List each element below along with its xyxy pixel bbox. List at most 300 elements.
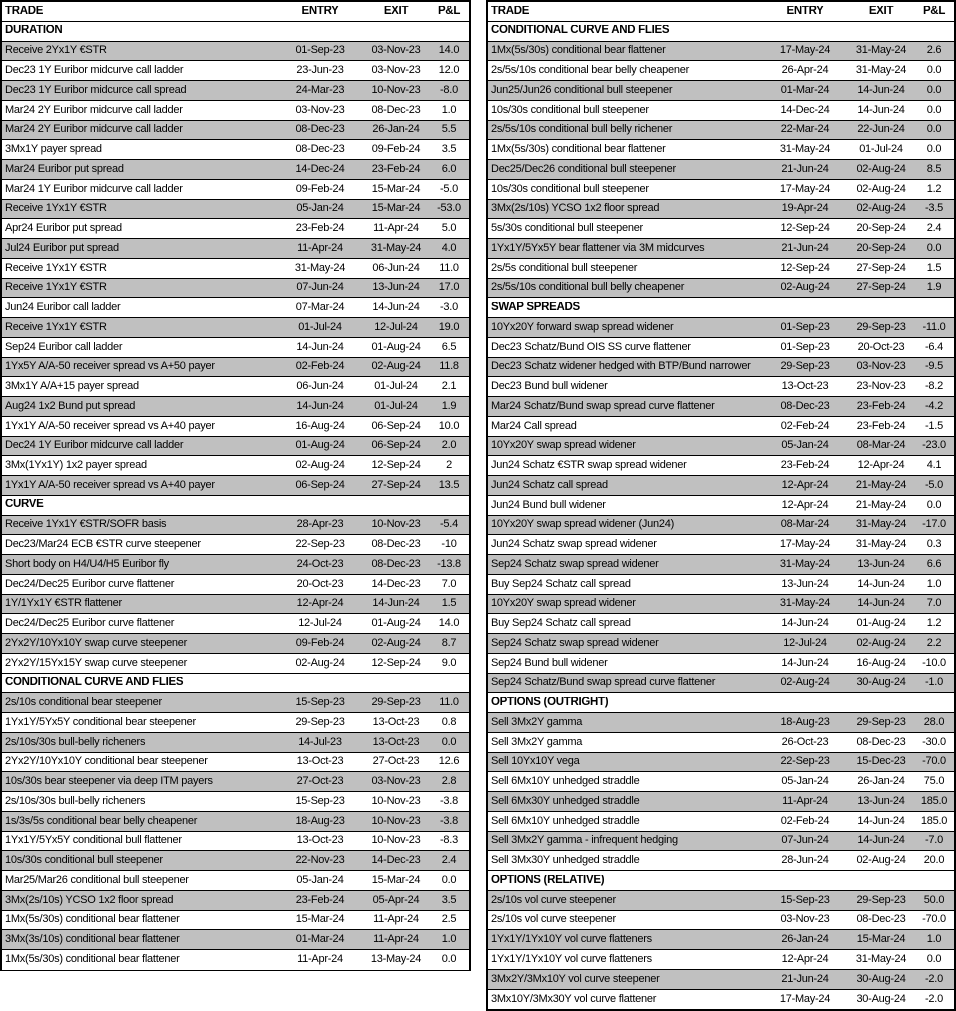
table-row: [488, 456, 954, 476]
pnl-cell: 7.0: [926, 598, 942, 610]
table-row: [488, 753, 954, 773]
table-row: [2, 358, 469, 378]
trade-cell: Receive 1Yx1Y €STR: [5, 282, 107, 294]
table-row: [2, 160, 469, 180]
pnl-cell: 1.0: [441, 934, 457, 946]
exit-date-cell: 01-Jul-24: [374, 400, 418, 412]
table-row: [2, 733, 469, 753]
trade-cell: 2s/5s/10s conditional bull belly cheapener: [491, 282, 685, 294]
section-header-row: [2, 496, 469, 516]
table-row: [488, 575, 954, 595]
entry-date-cell: 14-Jul-23: [298, 736, 342, 748]
exit-date-cell: 02-Aug-24: [856, 183, 906, 195]
entry-date-cell: 14-Jun-24: [296, 400, 344, 412]
entry-date-cell: 29-Sep-23: [780, 361, 830, 373]
left-trade-table: [0, 0, 471, 971]
trade-cell: 1Yx5Y A/A-50 receiver spread vs A+50 payer: [5, 361, 215, 373]
table-row: [488, 614, 954, 634]
table-row: [488, 595, 954, 615]
pnl-cell: 20.0: [923, 855, 945, 867]
column-header-row: [488, 2, 954, 22]
trade-cell: 2Yx2Y/10Yx10Y swap curve steepener: [5, 637, 188, 649]
exit-date-cell: 11-Apr-24: [373, 223, 419, 235]
pnl-cell: 4.1: [926, 460, 942, 472]
trade-cell: 2s/10s conditional bear steepener: [5, 697, 162, 709]
pnl-cell: 0.0: [926, 84, 942, 96]
section-header-row: [488, 693, 954, 713]
table-row: [488, 358, 954, 378]
trade-cell: 1Yx1Y/5Yx5Y conditional bear steepener: [5, 716, 196, 728]
trade-cell: Sell 6Mx30Y unhedged straddle: [491, 795, 640, 807]
trade-cell: 10Yx20Y swap spread widener (Jun24): [491, 519, 675, 531]
entry-date-cell: 31-May-24: [779, 598, 831, 610]
table-row: [2, 42, 469, 62]
exit-date-cell: 06-Sep-24: [371, 440, 421, 452]
exit-date-cell: 13-Oct-23: [372, 716, 420, 728]
trade-cell: 1Mx(5s/30s) conditional bear flattener: [491, 45, 666, 57]
trade-cell: 3Mx1Y payer spread: [5, 144, 102, 156]
exit-date-cell: 11-Apr-24: [373, 934, 419, 946]
pnl-cell: -5.0: [440, 183, 458, 195]
pnl-cell: 2.0: [441, 440, 457, 452]
entry-date-cell: 15-Sep-23: [295, 697, 345, 709]
pnl-cell: 0.0: [926, 124, 942, 136]
entry-date-cell: 15-Sep-23: [295, 795, 345, 807]
table-row: [2, 219, 469, 239]
pnl-cell: 11.8: [439, 361, 459, 373]
entry-date-cell: 03-Nov-23: [780, 914, 830, 926]
trade-cell: Sep24 Schatz/Bund swap spread curve flattener: [491, 677, 716, 689]
pnl-cell: -2.0: [925, 993, 943, 1005]
pnl-cell: -30.0: [922, 736, 946, 748]
pnl-cell: 19.0: [438, 321, 460, 333]
entry-date-cell: 08-Mar-24: [780, 519, 830, 531]
table-row: [488, 812, 954, 832]
pnl-cell: 1.0: [926, 934, 942, 946]
exit-date-cell: 10-Nov-23: [371, 519, 421, 531]
exit-date-cell: 14-Jun-24: [857, 578, 905, 590]
entry-date-cell: 02-Aug-24: [780, 677, 830, 689]
entry-date-cell: 17-May-24: [779, 539, 831, 551]
entry-date-cell: 02-Aug-24: [295, 657, 345, 669]
pnl-cell: 0.8: [441, 716, 457, 728]
pnl-cell: 11.0: [439, 697, 459, 709]
entry-date-cell: 26-Oct-23: [781, 736, 829, 748]
entry-date-cell: 22-Nov-23: [295, 855, 345, 867]
table-row: [488, 496, 954, 516]
table-row: [488, 437, 954, 457]
pnl-cell: 1.9: [926, 282, 942, 294]
table-row: [488, 772, 954, 792]
pnl-cell: 8.7: [441, 637, 457, 649]
exit-date-cell: 31-May-24: [855, 953, 907, 965]
pnl-cell: 5.5: [441, 124, 457, 136]
pnl-cell: 0.0: [441, 954, 457, 966]
pnl-cell: 0.0: [441, 874, 457, 886]
trade-cell: Buy Sep24 Schatz call spread: [491, 578, 631, 590]
exit-date-cell: 14-Jun-24: [857, 104, 905, 116]
exit-date-cell: 10-Nov-23: [371, 835, 421, 847]
exit-date-cell: 20-Sep-24: [856, 223, 906, 235]
table-row: [488, 832, 954, 852]
section-title: SWAP SPREADS: [491, 301, 580, 313]
exit-date-cell: 06-Sep-24: [371, 420, 421, 432]
pnl-cell: 5.0: [441, 223, 457, 235]
entry-date-cell: 14-Jun-24: [296, 341, 344, 353]
table-row: [488, 535, 954, 555]
exit-date-cell: 02-Aug-24: [856, 163, 906, 175]
column-header-exit: EXIT: [868, 5, 894, 17]
trade-cell: Mar25/Mar26 conditional bull steepener: [5, 874, 189, 886]
exit-date-cell: 01-Jul-24: [374, 381, 418, 393]
trade-cell: Sell 6Mx10Y unhedged straddle: [491, 815, 640, 827]
trade-cell: 3Mx2Y/3Mx10Y vol curve steepener: [491, 973, 660, 985]
exit-date-cell: 02-Aug-24: [371, 361, 421, 373]
entry-date-cell: 18-Aug-23: [780, 716, 830, 728]
table-row: [2, 595, 469, 615]
table-row: [488, 911, 954, 931]
trade-cell: 1Yx1Y/5Yx5Y bear flattener via 3M midcurves: [491, 242, 705, 254]
pnl-cell: 0.0: [926, 104, 942, 116]
trade-cell: Dec23 Schatz widener hedged with BTP/Bund narrower: [491, 361, 751, 373]
exit-date-cell: 12-Sep-24: [371, 657, 421, 669]
pnl-cell: -13.8: [437, 558, 461, 570]
trade-cell: 2s/5s/10s conditional bull belly richener: [491, 124, 673, 136]
trade-cell: 1Yx1Y A/A-50 receiver spread vs A+40 payer: [5, 479, 215, 491]
exit-date-cell: 20-Oct-23: [857, 341, 905, 353]
table-row: [488, 891, 954, 911]
pnl-cell: 1.5: [926, 262, 942, 274]
pnl-cell: -6.4: [925, 341, 943, 353]
trade-cell: Mar24 2Y Euribor midcurve call ladder: [5, 104, 183, 116]
table-row: [2, 81, 469, 101]
table-row: [488, 950, 954, 970]
pnl-cell: 0.3: [926, 539, 942, 551]
exit-date-cell: 08-Dec-23: [856, 914, 906, 926]
entry-date-cell: 05-Jan-24: [296, 874, 344, 886]
exit-date-cell: 14-Jun-24: [372, 302, 420, 314]
exit-date-cell: 06-Jun-24: [372, 262, 420, 274]
pnl-cell: 4.0: [441, 242, 457, 254]
exit-date-cell: 21-May-24: [855, 499, 907, 511]
table-row: [488, 219, 954, 239]
trade-cell: Dec23 1Y Euribor midcurce call spread: [5, 84, 187, 96]
pnl-cell: 2.4: [441, 855, 457, 867]
table-row: [488, 792, 954, 812]
trade-cell: 10s/30s bear steepener via deep ITM payers: [5, 776, 213, 788]
trade-cell: 2s/10s vol curve steepener: [491, 914, 616, 926]
table-row: [2, 437, 469, 457]
exit-date-cell: 08-Dec-23: [371, 104, 421, 116]
trade-cell: Apr24 Euribor put spread: [5, 223, 122, 235]
table-row: [2, 338, 469, 358]
table-row: [488, 42, 954, 62]
entry-date-cell: 15-Mar-24: [295, 914, 345, 926]
entry-date-cell: 11-Apr-24: [297, 242, 343, 254]
table-row: [2, 298, 469, 318]
trade-cell: 1Yx1Y/1Yx10Y vol curve flatteners: [491, 934, 652, 946]
entry-date-cell: 26-Apr-24: [781, 65, 829, 77]
entry-date-cell: 12-Apr-24: [781, 479, 829, 491]
exit-date-cell: 10-Nov-23: [371, 815, 421, 827]
pnl-cell: -3.8: [440, 795, 458, 807]
entry-date-cell: 12-Jul-24: [298, 618, 342, 630]
column-header-row: [2, 2, 469, 22]
exit-date-cell: 15-Dec-23: [856, 756, 906, 768]
section-title: CONDITIONAL CURVE AND FLIES: [5, 677, 184, 689]
section-header-row: [2, 22, 469, 42]
column-header-trade: TRADE: [5, 5, 44, 17]
entry-date-cell: 21-Jun-24: [781, 163, 829, 175]
pnl-cell: -3.5: [925, 203, 943, 215]
trade-cell: 2Yx2Y/10Yx10Y conditional bear steepener: [5, 756, 208, 768]
table-row: [2, 318, 469, 338]
exit-date-cell: 26-Jan-24: [372, 124, 420, 136]
entry-date-cell: 31-May-24: [294, 262, 346, 274]
column-header-trade: TRADE: [491, 5, 530, 17]
trade-cell: Receive 1Yx1Y €STR: [5, 203, 107, 215]
pnl-cell: 0.0: [926, 499, 942, 511]
trade-cell: Buy Sep24 Schatz call spread: [491, 618, 631, 630]
trade-cell: Sep24 Schatz swap spread widener: [491, 558, 659, 570]
trade-cell: Receive 1Yx1Y €STR/SOFR basis: [5, 519, 167, 531]
table-row: [2, 417, 469, 437]
pnl-cell: 8.5: [926, 163, 942, 175]
pnl-cell: 1.0: [441, 104, 457, 116]
trade-cell: Sell 3Mx2Y gamma - infrequent hedging: [491, 835, 678, 847]
trade-cell: Receive 1Yx1Y €STR: [5, 321, 107, 333]
table-row: [2, 654, 469, 674]
pnl-cell: 0.0: [926, 144, 942, 156]
exit-date-cell: 23-Feb-24: [856, 420, 906, 432]
table-row: [2, 140, 469, 160]
exit-date-cell: 10-Nov-23: [371, 795, 421, 807]
exit-date-cell: 12-Apr-24: [857, 460, 905, 472]
entry-date-cell: 01-Sep-23: [780, 321, 830, 333]
entry-date-cell: 12-Apr-24: [781, 499, 829, 511]
exit-date-cell: 14-Jun-24: [857, 815, 905, 827]
pnl-cell: 0.0: [926, 953, 942, 965]
trade-cell: Sell 6Mx10Y unhedged straddle: [491, 776, 640, 788]
exit-date-cell: 27-Sep-24: [856, 282, 906, 294]
entry-date-cell: 05-Jan-24: [781, 776, 829, 788]
trade-cell: 3Mx1Y A/A+15 payer spread: [5, 381, 139, 393]
trade-cell: 3Mx(1Yx1Y) 1x2 payer spread: [5, 460, 147, 472]
entry-date-cell: 01-Aug-24: [295, 440, 345, 452]
pnl-cell: 1.2: [926, 183, 942, 195]
entry-date-cell: 09-Feb-24: [295, 637, 345, 649]
pnl-cell: 0.0: [926, 242, 942, 254]
trade-cell: Sell 10Yx10Y vega: [491, 756, 580, 768]
section-title: CONDITIONAL CURVE AND FLIES: [491, 25, 670, 37]
exit-date-cell: 13-Oct-23: [372, 736, 420, 748]
entry-date-cell: 03-Nov-23: [295, 104, 345, 116]
entry-date-cell: 12-Apr-24: [781, 953, 829, 965]
exit-date-cell: 03-Nov-23: [371, 45, 421, 57]
entry-date-cell: 02-Feb-24: [780, 420, 830, 432]
entry-date-cell: 07-Jun-24: [296, 282, 344, 294]
entry-date-cell: 13-Jun-24: [781, 578, 829, 590]
entry-date-cell: 13-Oct-23: [781, 381, 829, 393]
entry-date-cell: 17-May-24: [779, 45, 831, 57]
trade-cell: Mar24 1Y Euribor midcurve call ladder: [5, 183, 183, 195]
entry-date-cell: 11-Apr-24: [782, 795, 828, 807]
trade-cell: Receive 1Yx1Y €STR: [5, 262, 107, 274]
entry-date-cell: 27-Oct-23: [296, 776, 344, 788]
pnl-cell: 2.2: [926, 637, 942, 649]
trade-cell: Mar24 Schatz/Bund swap spread curve flattener: [491, 400, 715, 412]
exit-date-cell: 26-Jan-24: [857, 776, 905, 788]
table-row: [488, 239, 954, 259]
trade-cell: Mar24 Euribor put spread: [5, 163, 124, 175]
pnl-cell: 13.5: [438, 479, 460, 491]
entry-date-cell: 07-Mar-24: [295, 302, 345, 314]
entry-date-cell: 21-Jun-24: [781, 973, 829, 985]
exit-date-cell: 30-Aug-24: [856, 993, 906, 1005]
exit-date-cell: 27-Oct-23: [372, 756, 420, 768]
table-row: [2, 575, 469, 595]
trade-cell: 1s/3s/5s conditional bear belly cheapener: [5, 815, 198, 827]
table-row: [2, 614, 469, 634]
entry-date-cell: 08-Dec-23: [295, 144, 345, 156]
pnl-cell: 7.0: [441, 578, 457, 590]
exit-date-cell: 14-Jun-24: [372, 598, 420, 610]
pnl-cell: -8.3: [440, 835, 458, 847]
exit-date-cell: 23-Feb-24: [371, 163, 421, 175]
pnl-cell: -11.0: [922, 321, 946, 333]
trade-cell: Dec23/Mar24 ECB €STR curve steepener: [5, 539, 201, 551]
table-row: [2, 555, 469, 575]
trade-cell: 10s/30s conditional bull steepener: [5, 855, 163, 867]
exit-date-cell: 03-Nov-23: [371, 65, 421, 77]
entry-date-cell: 28-Apr-23: [296, 519, 344, 531]
table-row: [488, 101, 954, 121]
table-row: [488, 397, 954, 417]
table-row: [2, 101, 469, 121]
table-row: [488, 634, 954, 654]
trade-cell: Sell 3Mx2Y gamma: [491, 736, 583, 748]
pnl-cell: -7.0: [925, 835, 943, 847]
entry-date-cell: 19-Apr-24: [781, 203, 829, 215]
entry-date-cell: 08-Dec-23: [780, 400, 830, 412]
table-row: [2, 792, 469, 812]
table-row: [2, 851, 469, 871]
exit-date-cell: 31-May-24: [855, 45, 907, 57]
exit-date-cell: 03-Nov-23: [371, 776, 421, 788]
exit-date-cell: 03-Nov-23: [856, 361, 906, 373]
trade-cell: Jun24 Euribor call ladder: [5, 302, 121, 314]
entry-date-cell: 13-Oct-23: [296, 835, 344, 847]
entry-date-cell: 22-Sep-23: [295, 539, 345, 551]
pnl-cell: 185.0: [920, 795, 948, 807]
entry-date-cell: 01-Mar-24: [295, 934, 345, 946]
trade-cell: 1Yx1Y/5Yx5Y conditional bull flattener: [5, 835, 182, 847]
table-row: [2, 200, 469, 220]
section-title: DURATION: [5, 25, 63, 37]
pnl-cell: 14.0: [438, 45, 460, 57]
exit-date-cell: 14-Jun-24: [857, 598, 905, 610]
pnl-cell: 6.6: [926, 558, 942, 570]
entry-date-cell: 23-Jun-23: [296, 65, 344, 77]
trade-cell: Receive 2Yx1Y €STR: [5, 45, 107, 57]
trade-cell: 2s/10s/30s bull-belly richeners: [5, 795, 146, 807]
table-row: [488, 318, 954, 338]
exit-date-cell: 23-Feb-24: [856, 400, 906, 412]
trade-cell: Sell 3Mx2Y gamma: [491, 716, 583, 728]
entry-date-cell: 31-May-24: [779, 558, 831, 570]
exit-date-cell: 12-Jul-24: [374, 321, 418, 333]
entry-date-cell: 31-May-24: [779, 144, 831, 156]
trade-cell: Dec24/Dec25 Euribor curve flattener: [5, 618, 175, 630]
exit-date-cell: 08-Mar-24: [856, 440, 906, 452]
pnl-cell: -8.0: [440, 84, 458, 96]
entry-date-cell: 24-Mar-23: [295, 84, 345, 96]
trade-cell: 3Mx(2s/10s) YCSO 1x2 floor spread: [491, 203, 660, 215]
entry-date-cell: 28-Jun-24: [781, 855, 829, 867]
exit-date-cell: 31-May-24: [855, 65, 907, 77]
exit-date-cell: 08-Dec-23: [856, 736, 906, 748]
entry-date-cell: 05-Jan-24: [781, 440, 829, 452]
table-row: [2, 930, 469, 950]
exit-date-cell: 29-Sep-23: [856, 716, 906, 728]
table-row: [488, 674, 954, 694]
exit-date-cell: 14-Jun-24: [857, 84, 905, 96]
pnl-cell: 6.5: [441, 341, 457, 353]
pnl-cell: -5.4: [440, 519, 458, 531]
entry-date-cell: 17-May-24: [779, 183, 831, 195]
pnl-cell: -1.5: [925, 420, 943, 432]
table-row: [488, 160, 954, 180]
exit-date-cell: 29-Sep-23: [856, 321, 906, 333]
trade-cell: 2s/10s vol curve steepener: [491, 894, 616, 906]
trade-cell: Jun24 Schatz swap spread widener: [491, 539, 657, 551]
entry-date-cell: 21-Jun-24: [781, 242, 829, 254]
entry-date-cell: 22-Mar-24: [780, 124, 830, 136]
trade-cell: 10s/30s conditional bull steepener: [491, 104, 649, 116]
exit-date-cell: 30-Aug-24: [856, 973, 906, 985]
exit-date-cell: 02-Aug-24: [856, 637, 906, 649]
table-row: [2, 772, 469, 792]
trade-cell: Jun25/Jun26 conditional bull steepener: [491, 84, 673, 96]
column-header-pnl: P&L: [437, 5, 461, 17]
table-row: [2, 693, 469, 713]
exit-date-cell: 15-Mar-24: [856, 934, 906, 946]
table-row: [2, 871, 469, 891]
section-header-row: [2, 674, 469, 694]
exit-date-cell: 13-May-24: [370, 954, 422, 966]
entry-date-cell: 23-Feb-24: [780, 460, 830, 472]
trade-cell: Aug24 1x2 Bund put spread: [5, 400, 136, 412]
table-row: [488, 851, 954, 871]
trade-cell: 10Yx20Y swap spread widener: [491, 440, 636, 452]
exit-date-cell: 29-Sep-23: [856, 894, 906, 906]
entry-date-cell: 01-Mar-24: [780, 84, 830, 96]
entry-date-cell: 15-Sep-23: [780, 894, 830, 906]
table-row: [488, 259, 954, 279]
pnl-cell: -1.0: [925, 677, 943, 689]
pnl-cell: 14.0: [438, 618, 460, 630]
section-title: CURVE: [5, 499, 44, 511]
pnl-cell: 1.0: [926, 578, 942, 590]
table-row: [2, 891, 469, 911]
table-row: [2, 456, 469, 476]
entry-date-cell: 22-Sep-23: [780, 756, 830, 768]
exit-date-cell: 30-Aug-24: [856, 677, 906, 689]
pnl-cell: -2.0: [925, 973, 943, 985]
entry-date-cell: 01-Sep-23: [295, 45, 345, 57]
table-row: [488, 970, 954, 990]
trade-cell: 1Yx1Y/1Yx10Y vol curve flatteners: [491, 953, 652, 965]
